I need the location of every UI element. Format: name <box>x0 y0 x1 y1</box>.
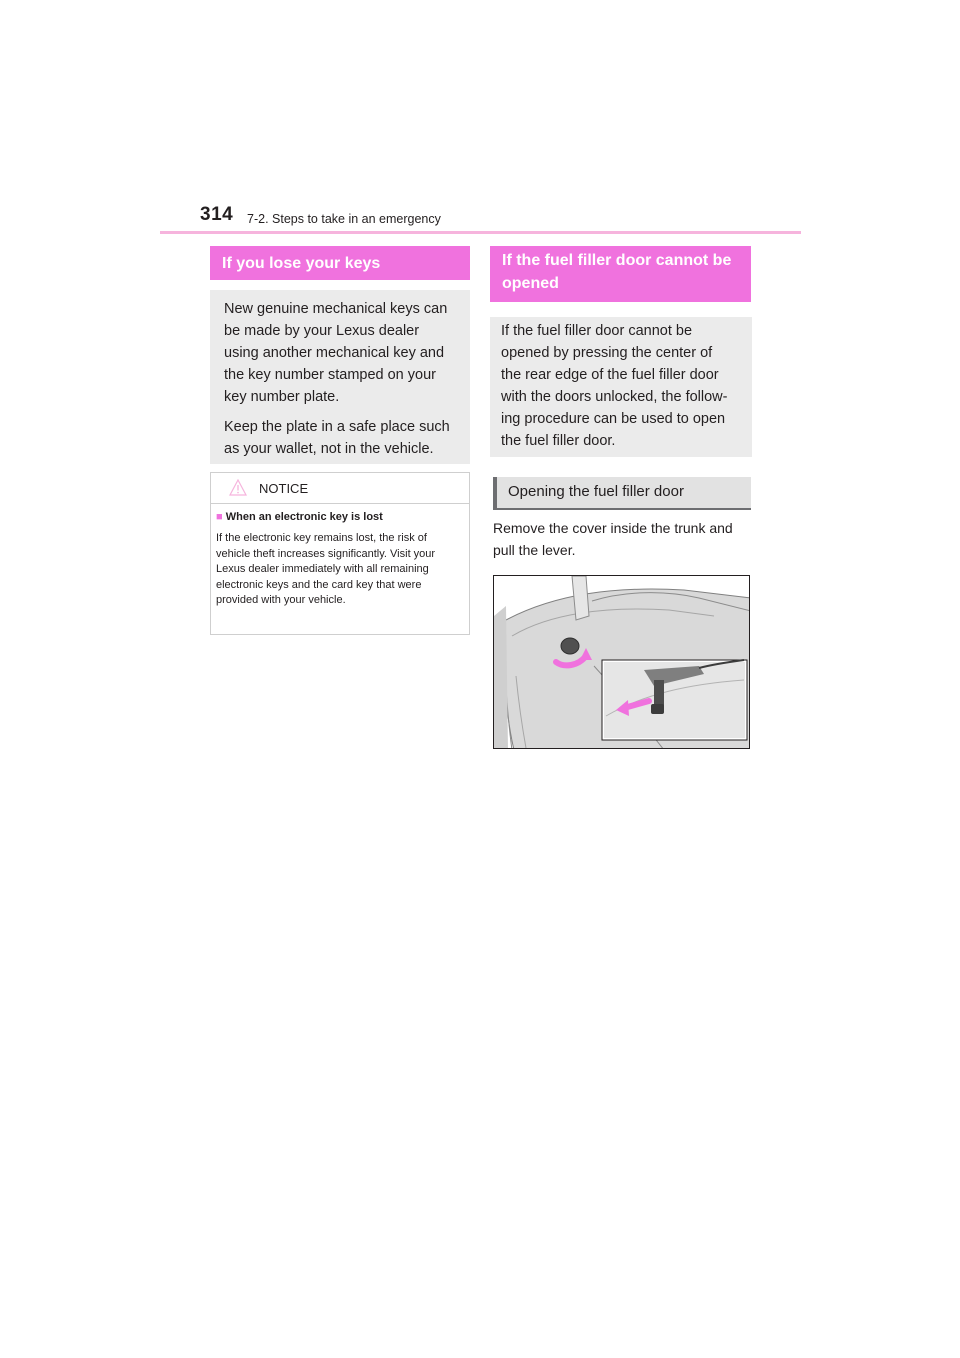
notice-title: NOTICE <box>259 481 309 496</box>
notice-box <box>210 472 470 635</box>
trunk-lever-illustration <box>493 575 750 749</box>
page-number: 314 <box>200 204 234 225</box>
warning-triangle-icon <box>229 479 247 496</box>
lost-keys-heading-text: If you lose your keys <box>222 255 381 272</box>
section-title: 7-2. Steps to take in an emergency <box>247 212 441 226</box>
lost-keys-heading <box>210 246 470 280</box>
fuel-door-box <box>490 317 752 457</box>
lost-keys-paragraph-1: New genuine mechanical keys can be made by your Lexus dealer using another mechanical key and the key number stamped on your key number plate. <box>224 301 448 405</box>
notice-body: If the electronic key remains lost, the risk of vehicle theft increases significantly. Visit your Lexus dealer immediately with all remaining electronic keys and the card key that were provided with your vehicle. <box>216 532 436 606</box>
trunk-illustration-graphic <box>494 576 750 749</box>
square-bullet-icon: ■ <box>216 511 223 523</box>
fuel-door-intro: If the fuel filler door cannot be opened by pressing the center of the rear edge of the fuel filler door with the doors unlocked, the follow-ing procedure can be used to open the fuel filler door. <box>501 323 728 449</box>
fuel-door-heading <box>490 246 751 302</box>
opening-fuel-door-subheading: Opening the fuel filler door <box>493 477 751 510</box>
fuel-door-heading-text: If the fuel filler door cannot be opened <box>502 252 732 292</box>
notice-subheading-text: When an electronic key is lost <box>225 511 383 523</box>
notice-header <box>211 473 469 504</box>
lost-keys-paragraph-2: Keep the plate in a safe place such as your wallet, not in the vehicle. <box>224 419 450 457</box>
notice-subheading <box>216 511 383 523</box>
header-divider <box>160 231 801 234</box>
lost-keys-box <box>210 290 470 464</box>
instruction-text: Remove the cover inside the trunk and pull the lever. <box>493 520 733 558</box>
